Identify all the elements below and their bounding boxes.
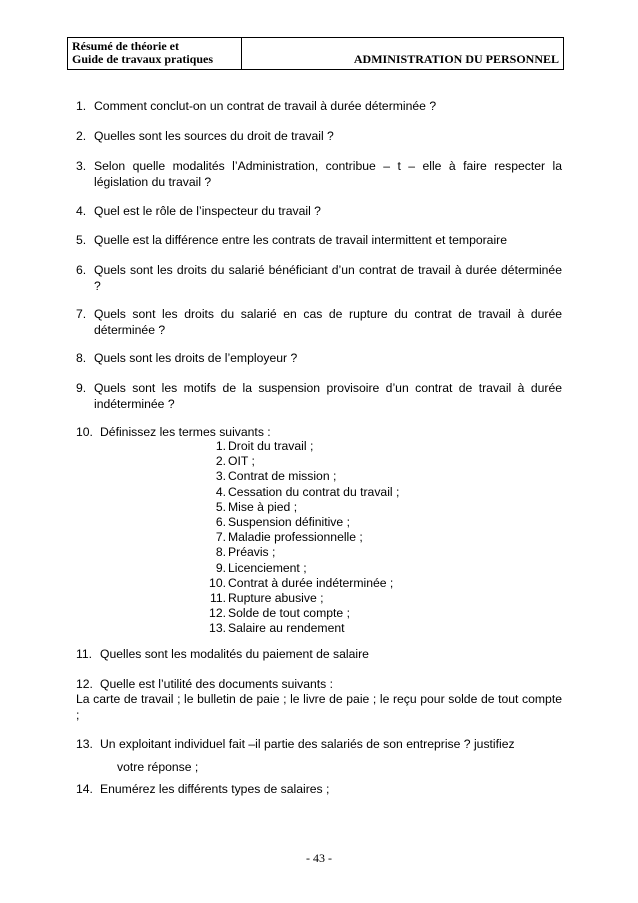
term-label: Contrat à durée indéterminée ; [228, 575, 394, 590]
term-number: 3. [215, 469, 226, 484]
question-text: Quelles sont les modalités du paiement de salaire [100, 647, 369, 661]
term-label: Mise à pied ; [228, 499, 298, 514]
term-number: 1. [215, 439, 226, 453]
term-number: 7. [215, 530, 226, 545]
question-number: 14. [76, 782, 93, 796]
term-number: 11. [209, 590, 226, 605]
question-number: 5. [76, 233, 87, 247]
question-text: Quels sont les droits de l’employeur ? [94, 351, 298, 365]
term-label: Cessation du contrat du travail ; [228, 484, 400, 499]
question-number: 2. [76, 129, 87, 143]
term-number: 6. [215, 514, 226, 529]
question-number: 1. [76, 99, 87, 113]
question-13-continuation: votre réponse ; [117, 760, 199, 774]
term-label: Maladie professionnelle ; [228, 530, 363, 545]
page-header [67, 37, 564, 70]
term-label: Droit du travail ; [228, 439, 314, 453]
term-label: Licenciement ; [228, 560, 307, 575]
question-text: Quels sont les droits du salarié bénéficiant d’un contrat de travail à durée déterminée ? [94, 263, 562, 293]
question-text: Quel est le rôle de l’inspecteur du travail ? [94, 204, 321, 218]
header-right-title: ADMINISTRATION DU PERSONNEL [353, 52, 559, 66]
question-number: 9. [76, 381, 87, 395]
term-number: 5. [215, 499, 226, 514]
question-number: 10. [76, 425, 93, 439]
term-number: 12. [209, 606, 226, 621]
question-text: Enumérez les différents types de salaires ; [100, 782, 330, 796]
term-label: Contrat de mission ; [228, 469, 337, 484]
header-left-line2: Guide de travaux pratiques [72, 52, 214, 66]
page-number: - 43 - [306, 851, 332, 865]
term-label: Salaire au rendement [228, 621, 345, 636]
term-number: 10. [209, 575, 226, 590]
term-number: 9. [215, 560, 226, 575]
term-label: Solde de tout compte ; [228, 606, 350, 621]
header-left-cell [68, 38, 242, 69]
term-number: 8. [215, 545, 226, 560]
question-number: 7. [76, 307, 87, 321]
question-number: 11. [76, 647, 93, 661]
term-label: OIT ; [228, 454, 255, 469]
question-number: 3. [76, 159, 87, 173]
term-number: 4. [215, 484, 226, 499]
term-label: Préavis ; [228, 545, 276, 560]
term-number: 2. [215, 454, 226, 469]
term-label: Suspension définitive ; [228, 514, 350, 529]
term-number: 13. [209, 621, 226, 636]
question-number: 4. [76, 204, 87, 218]
question-text: Selon quelle modalités l’Administration, contribue – t – elle à faire respecter la législation du travail ? [94, 159, 562, 189]
question-12-detail: La carte de travail ; le bulletin de paie ; le livre de paie ; le reçu pour solde de tout compte ; [76, 692, 562, 722]
question-text: Quels sont les motifs de la suspension provisoire d’un contrat de travail à durée indéterminée ? [94, 381, 562, 411]
question-text: Quelle est la différence entre les contrats de travail intermittent et temporaire [94, 233, 508, 247]
question-text: Quelle est l’utilité des documents suivants : [100, 677, 334, 691]
question-text: Un exploitant individuel fait –il partie des salariés de son entreprise ? justifiez [100, 737, 515, 751]
question-number: 13. [76, 737, 93, 751]
question-number: 8. [76, 351, 87, 365]
question-number: 6. [76, 263, 87, 277]
term-label: Rupture abusive ; [228, 590, 324, 605]
question-text: Quels sont les droits du salarié en cas de rupture du contrat de travail à durée déterminée ? [94, 307, 562, 337]
question-text: Définissez les termes suivants : [100, 425, 271, 439]
question-text: Comment conclut-on un contrat de travail à durée déterminée ? [94, 99, 437, 113]
question-text: Quelles sont les sources du droit de travail ? [94, 129, 334, 143]
header-left-line1: Résumé de théorie et [72, 39, 179, 53]
question-number: 12. [76, 677, 93, 691]
